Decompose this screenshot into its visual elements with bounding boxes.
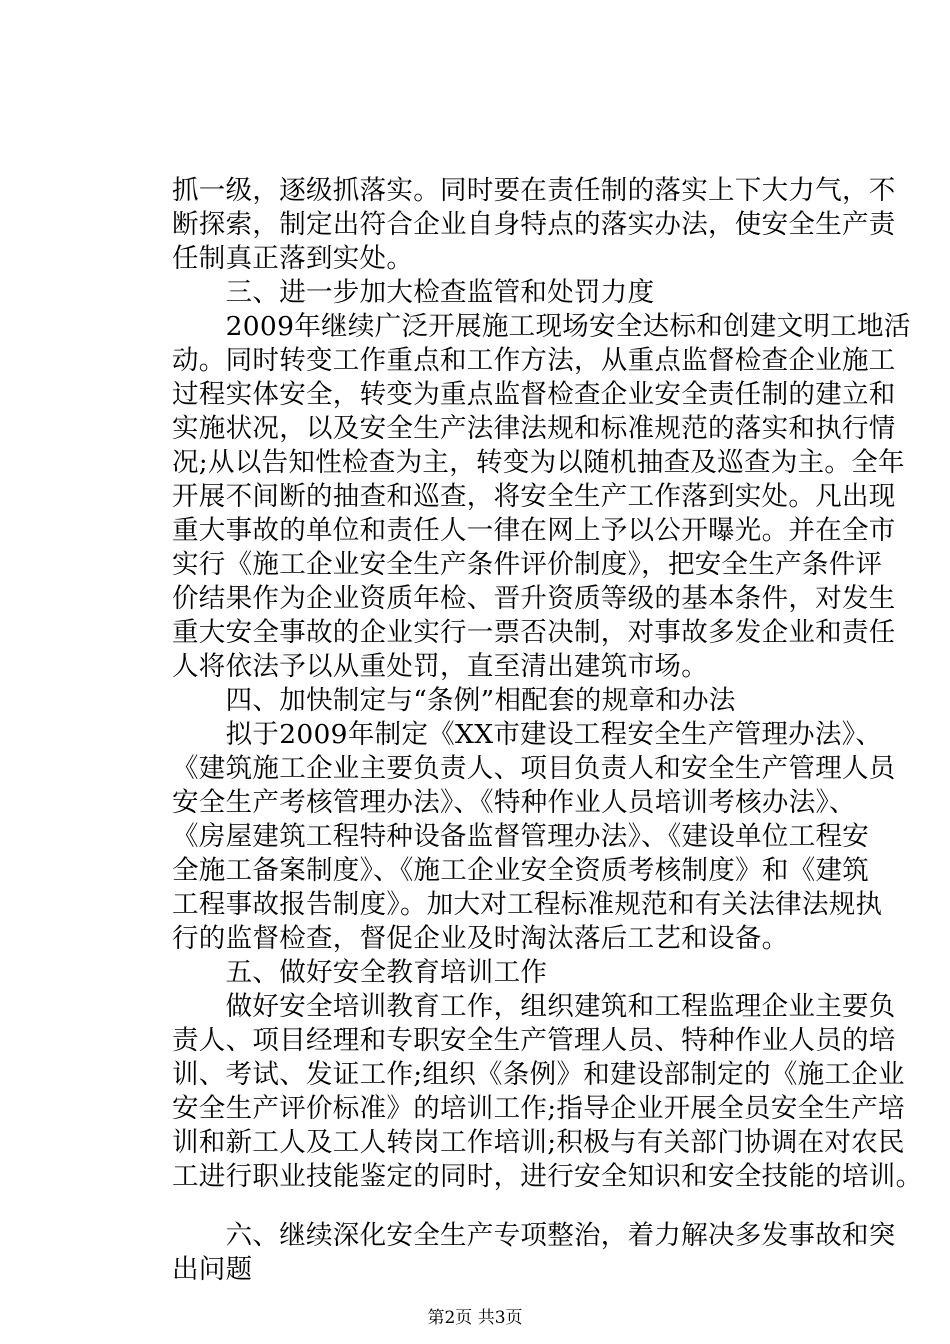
text-line: 动。同时转变工作重点和工作方法，从重点监督检查企业施工 [172, 345, 896, 376]
text-line: 2009年继续广泛开展施工现场安全达标和创建文明工地活 [172, 311, 911, 342]
text-line: 任制真正落到实处。 [172, 243, 414, 274]
text-line: 安全生产考核管理办法》、《特种作业人员培训考核办法》、 [172, 787, 856, 818]
section-heading: 四、加快制定与“条例”相配套的规章和办法 [172, 685, 736, 716]
text-line: 重大事故的单位和责任人一律在网上予以公开曝光。并在全市 [172, 515, 896, 546]
text-line: 开展不间断的抽查和巡查，将安全生产工作落到实处。凡出现 [172, 481, 896, 512]
text-line: 行的监督检查，督促企业及时淘汰落后工艺和设备。 [172, 923, 789, 954]
text-line: 做好安全培训教育工作，组织建筑和工程监理企业主要负 [172, 991, 896, 1022]
text-line: 安全生产评价标准》的培训工作;指导企业开展全员安全生产培 [172, 1093, 905, 1124]
text-line: 人将依法予以从重处罚，直至清出建筑市场。 [172, 651, 708, 682]
text-line: 价结果作为企业资质年检、晋升资质等级的基本条件，对发生 [172, 583, 896, 614]
text-line: 况;从以告知性检查为主，转变为以随机抽查及巡查为主。全年 [172, 447, 905, 478]
text-line: 重大安全事故的企业实行一票否决制，对事故多发企业和责任 [172, 617, 896, 648]
text-line: 工程事故报告制度》。加大对工程标准规范和有关法律法规执 [172, 889, 883, 920]
text-line: 工进行职业技能鉴定的同时，进行安全知识和安全技能的培训。 [172, 1161, 923, 1192]
text-line: 训、考试、发证工作;组织《条例》和建设部制定的《施工企业 [172, 1059, 905, 1090]
text-line: 出问题 [172, 1254, 253, 1285]
section-heading: 三、进一步加大检查监管和处罚力度 [172, 277, 655, 308]
text-line: 断探索，制定出符合企业自身特点的落实办法，使安全生产责 [172, 209, 896, 240]
section-heading: 六、继续深化安全生产专项整治，着力解决多发事故和突 [172, 1220, 896, 1251]
text-line: 实行《施工企业安全生产条件评价制度》，把安全生产条件评 [172, 549, 883, 580]
page-footer: 第2页 共3页 [427, 1308, 523, 1328]
text-line: 《房屋建筑工程特种设备监督管理办法》、《建设单位工程安 [172, 821, 870, 852]
text-line: 训和新工人及工人转岗工作培训;积极与有关部门协调在对农民 [172, 1127, 905, 1158]
text-line: 责人、项目经理和专职安全生产管理人员、特种作业人员的培 [172, 1025, 896, 1056]
text-line: 拟于2009年制定《XX市建设工程安全生产管理办法》、 [172, 719, 883, 750]
text-line: 实施状况，以及安全生产法律法规和标准规范的落实和执行情 [172, 413, 896, 444]
text-line: 抓一级，逐级抓落实。同时要在责任制的落实上下大力气，不 [172, 175, 896, 206]
text-line: 《建筑施工企业主要负责人、项目负责人和安全生产管理人员 [172, 753, 896, 784]
section-heading: 五、做好安全教育培训工作 [172, 957, 548, 988]
text-line: 全施工备案制度》、《施工企业安全资质考核制度》和《建筑 [172, 855, 870, 886]
text-line: 过程实体安全，转变为重点监督检查企业安全责任制的建立和 [172, 379, 896, 410]
